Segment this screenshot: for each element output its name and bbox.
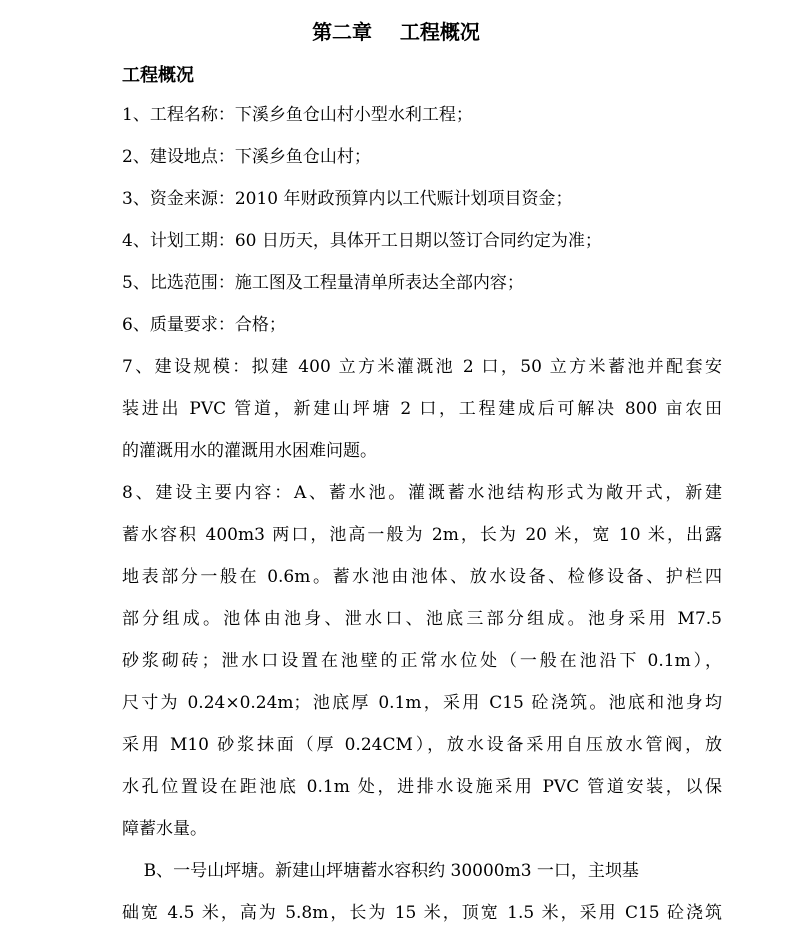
text-line-4: 4、计划工期：60 日历天，具体开工日期以签订合同约定为准； — [122, 231, 602, 251]
text-line-19: B、一号山坪塘。新建山坪塘蓄水容积约 30000m3 一口，主坝基 — [122, 861, 639, 881]
text-line-11: 蓄水容积 400m3 两口，池高一般为 2m，长为 20 米，宽 10 米，出露 — [122, 525, 722, 545]
text-line-14: 砂浆砌砖；泄水口设置在池壁的正常水位处（一般在池沿下 0.1m）， — [122, 651, 722, 671]
text-line-17: 水孔位置设在距池底 0.1m 处，进排水设施采用 PVC 管道安装，以保 — [122, 777, 722, 797]
text-line-6: 6、质量要求：合格； — [122, 315, 286, 335]
text-line-16: 采用 M10 砂浆抹面（厚 0.24CM），放水设备采用自压放水管阀，放 — [122, 735, 722, 755]
text-line-13: 部分组成。池体由池身、泄水口、池底三部分组成。池身采用 M7.5 — [122, 609, 722, 629]
text-line-5: 5、比选范围：施工图及工程量清单所表达全部内容； — [122, 273, 524, 293]
text-line-18: 障蓄水量。 — [122, 819, 207, 839]
text-line-20: 础宽 4.5 米，高为 5.8m，长为 15 米，顶宽 1.5 米，采用 C15 砼浇筑 — [122, 903, 722, 923]
section-heading: 工程概况 — [122, 65, 194, 86]
text-line-12: 地表部分一般在 0.6m。蓄水池由池体、放水设备、检修设备、护栏四 — [122, 567, 722, 587]
text-line-3: 3、资金来源：2010 年财政预算内以工代赈计划项目资金； — [122, 189, 573, 209]
text-line-2: 2、建设地点：下溪乡鱼仓山村； — [122, 147, 371, 167]
chapter-title: 第二章 工程概况 — [312, 20, 480, 44]
text-line-1: 1、工程名称：下溪乡鱼仓山村小型水利工程； — [122, 105, 473, 125]
text-line-8: 装进出 PVC 管道，新建山坪塘 2 口，工程建成后可解决 800 亩农田 — [122, 399, 722, 419]
text-line-9: 的灌溉用水的灌溉用水困难问题。 — [122, 441, 377, 461]
text-line-7: 7、建设规模：拟建 400 立方米灌溉池 2 口，50 立方米蓄池并配套安 — [122, 357, 722, 377]
text-line-10: 8、建设主要内容：A、蓄水池。灌溉蓄水池结构形式为敞开式，新建 — [122, 483, 722, 503]
text-line-15: 尺寸为 0.24×0.24m；池底厚 0.1m，采用 C15 砼浇筑。池底和池身均 — [122, 693, 722, 713]
